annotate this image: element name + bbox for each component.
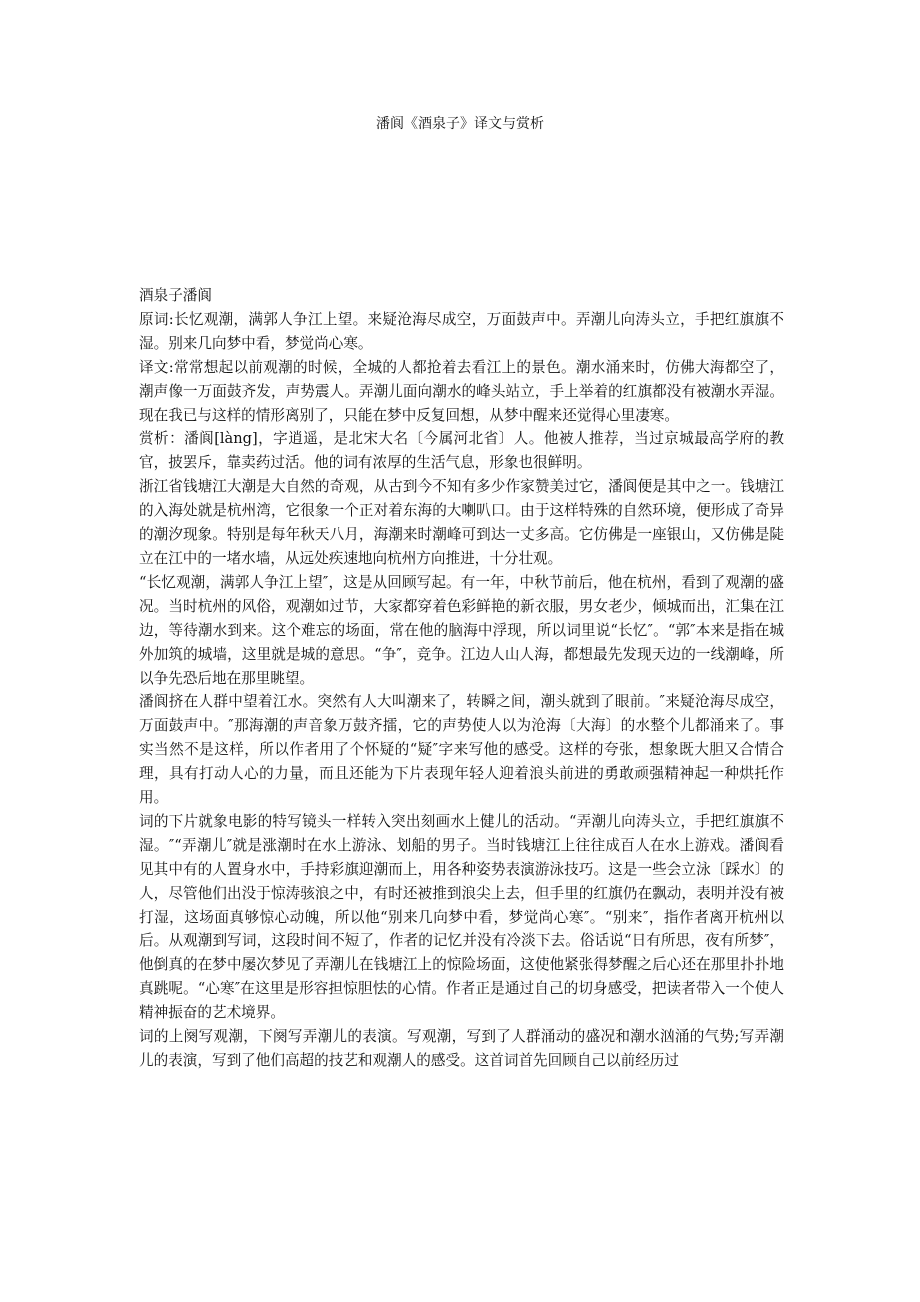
translation-paragraph (139, 356, 784, 428)
translation-label: 译文: (139, 358, 174, 376)
body-paragraph: 浙江省钱塘江大潮是大自然的奇观，从古到今不知有多少作家赞美过它，潘阆便是其中之一。钱塘江的入海处就是杭州湾，它很象一个正对着东海的大喇叭口。由于这样特殊的自然环境，便形成了奇异的潮汐现象。特别是每年秋天八月，海潮来时潮峰可到达一丈多高。它仿佛是一座银山，又仿佛是陡立在江中的一堵水墙，从远处疾速地向杭州方向推进，十分壮观。 (139, 478, 784, 567)
appreciation-label: 赏析： (139, 430, 185, 448)
original-text-paragraph (139, 308, 784, 356)
document-body (139, 284, 784, 1073)
original-text: 长忆观潮，满郭人争江上望。来疑沧海尽成空，万面鼓声中。弄潮儿向涛头立，手把红旗旗不湿。别来几向梦中看，梦觉尚心寒。 (139, 310, 784, 352)
body-paragraph: 词的上阕写观潮，下阕写弄潮儿的表演。写观潮，写到了人群涌动的盛况和潮水汹涌的气势;写弄潮儿的表演，写到了他们高超的技艺和观潮人的感受。这首词首先回顾自己以前经历过 (139, 1028, 784, 1069)
translation-text: 常常想起以前观潮的时候，全城的人都抢着去看江上的景色。潮水涌来时，仿佛大海都空了，潮声像一万面鼓齐发，声势震人。弄潮儿面向潮水的峰头站立，手上举着的红旗都没有被潮水弄湿。现在我已与这样的情形离别了，只能在梦中反复回想，从梦中醒来还觉得心里凄寒。 (139, 358, 784, 424)
document-title: 潘阆《酒泉子》译文与赏析 (376, 116, 544, 132)
body-paragraph: “长忆观潮，满郭人争江上望″，这是从回顾写起。有一年，中秋节前后，他在杭州，看到了观潮的盛况。当时杭州的风俗，观潮如过节，大家都穿着色彩鲜艳的新衣服，男女老少，倾城而出，汇集在江边，等待潮水到来。这个难忘的场面，常在他的脑海中浮现，所以词里说“长忆″。“郭″本来是指在城外加筑的城墙，这里就是城的意思。“争″，竞争。江边人山人海，都想最先发现天边的一线潮峰，所以争先恐后地在那里眺望。 (139, 573, 784, 687)
appreciation-paragraph (139, 427, 784, 475)
body-paragraph: 词的下片就象电影的特写镜头一样转入突出刻画水上健儿的活动。“弄潮儿向涛头立，手把红旗旗不湿。″“弄潮儿″就是涨潮时在水上游泳、划船的男子。当时钱塘江上往往成百人在水上游戏。潘阆看见其中有的人置身水中，手持彩旗迎潮而上，用各种姿势表演游泳技巧。这是一些会立泳〔踩水〕的人，尽管他们出没于惊涛骇浪之中，有时还被推到浪尖上去，但手里的红旗仍在飘动，表明并没有被打湿，这场面真够惊心动魄，所以他“别来几向梦中看，梦觉尚心寒″。“别来″，指作者离开杭州以后。从观潮到写词，这段时间不短了，作者的记忆并没有冷淡下去。俗话说“日有所思，夜有所梦″，他倒真的在梦中屡次梦见了弄潮儿在钱塘江上的惊险场面，这使他紧张得梦醒之后心还在那里扑扑地真跳呢。“心寒″在这里是形容担惊胆怯的心情。作者正是通过自己的切身感受，把读者带入一个使人精神振奋的艺术境界。 (139, 812, 784, 1022)
body-paragraph: 潘阆挤在人群中望着江水。突然有人大叫潮来了，转瞬之间，潮头就到了眼前。″来疑沧海尽成空，万面鼓声中。″那海潮的声音象万鼓齐擂，它的声势使人以为沧海〔大海〕的水整个儿都涌来了。事实当然不是这样，所以作者用了个怀疑的“疑″字来写他的感受。这样的夸张，想象既大胆又合情合理，具有打动人心的力量，而且还能为下片表现年轻人迎着浪头前进的勇敢顽强精神起一种烘托作用。 (139, 693, 784, 807)
poem-heading: 酒泉子潘阆 (139, 287, 212, 304)
appreciation-text: 潘阆[làng]，字逍遥，是北宋大名〔今属河北省〕人。他被人推荐，当过京城最高学府的教官，披罢斥，靠卖药过活。他的词有浓厚的生活气息，形象也很鲜明。 (139, 430, 784, 472)
original-label: 原词: (139, 310, 174, 328)
